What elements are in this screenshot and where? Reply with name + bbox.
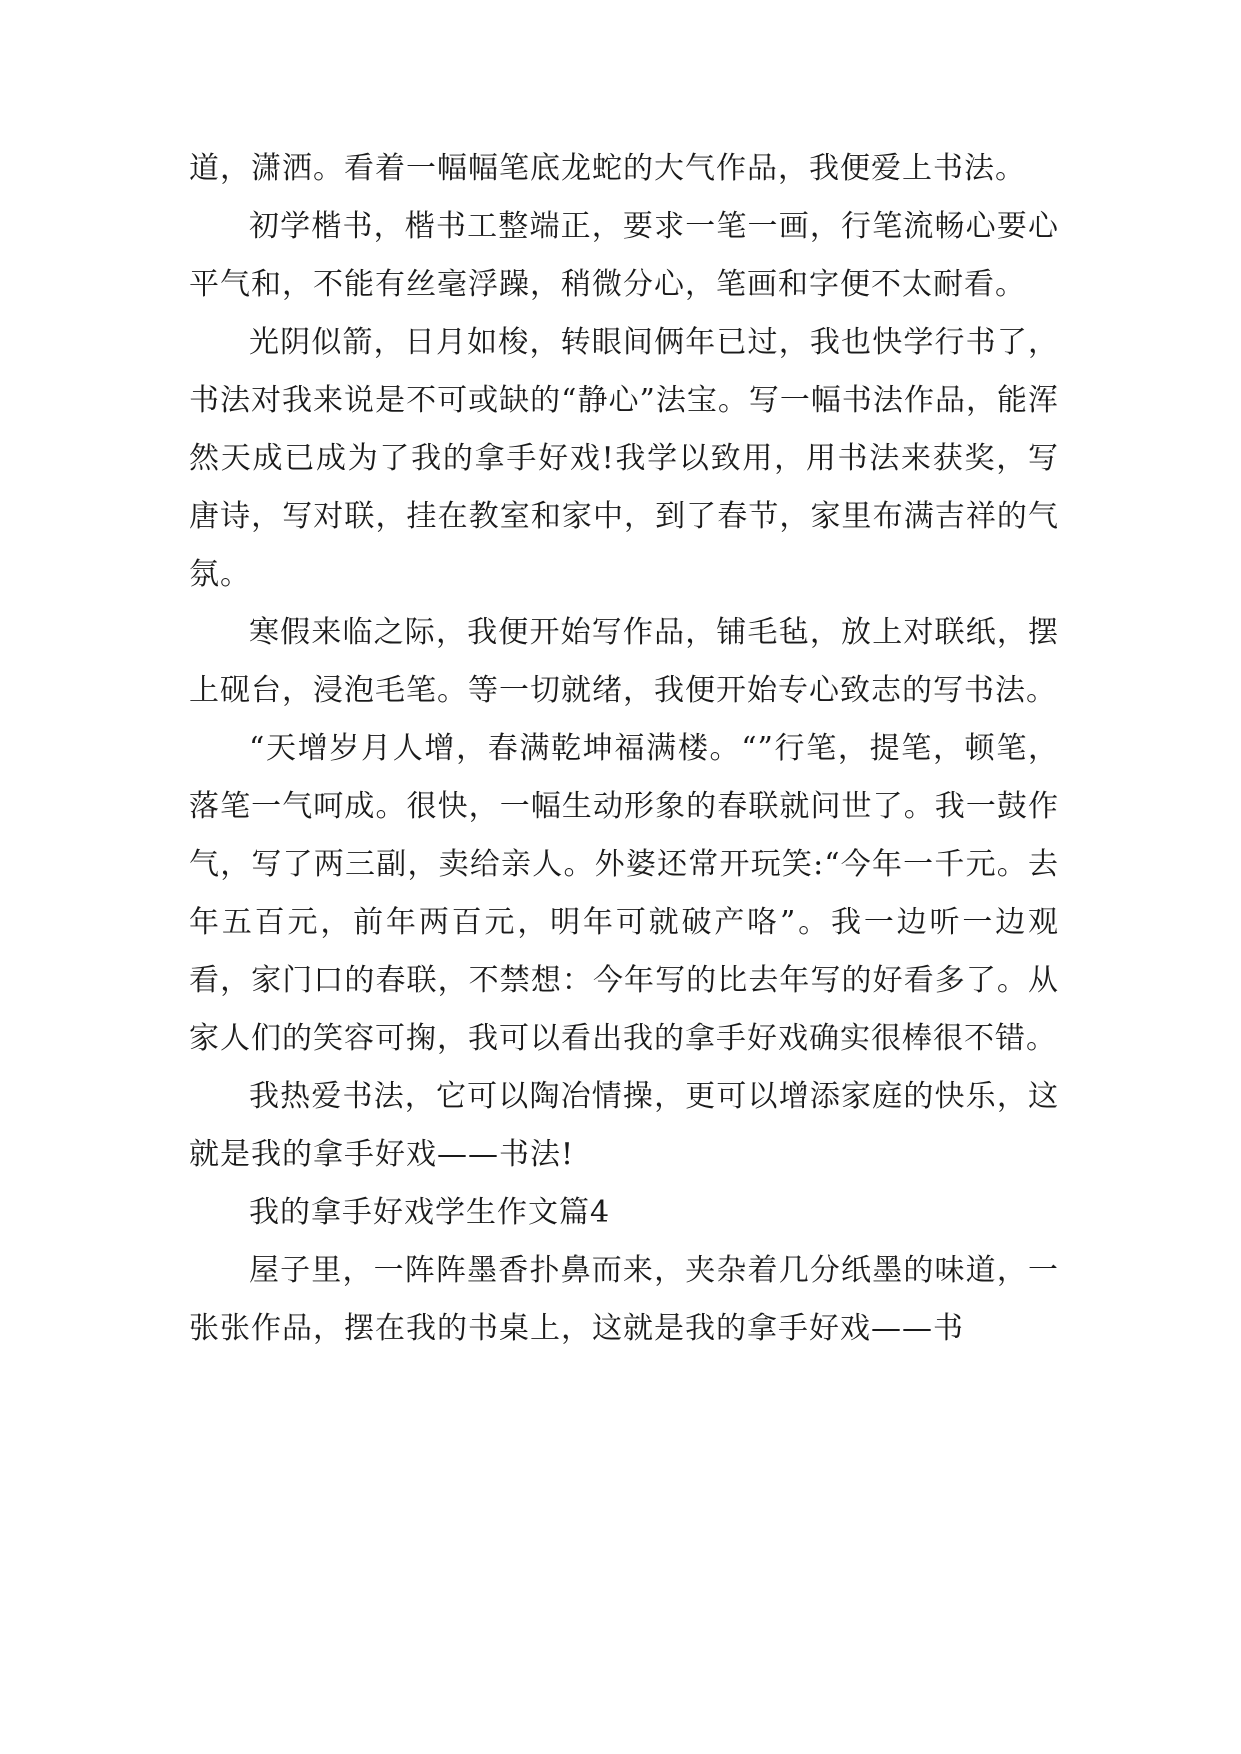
paragraph: 道，潇洒。看着一幅幅笔底龙蛇的大气作品，我便爱上书法。 — [189, 151, 1026, 186]
paragraph: “天增岁月人增，春满乾坤福满楼。“”行笔，提笔，顿笔，落笔一气呵成。很快，一幅生动形象的春联就问世了。我一鼓作气，写了两三副，卖给亲人。外婆还常开玩笑:“今年一千元。去年五百元，前年两百元，明年可就破产咯”。我一边听一边观看，家门口的春联，不禁想：今年写的比去年写的好看多了。从家人们的笑容可掬，我可以看出我的拿手好戏确实很棒很不错。 — [189, 731, 1059, 1056]
paragraph: 初学楷书，楷书工整端正，要求一笔一画，行笔流畅心要心平气和，不能有丝毫浮躁，稍微分心，笔画和字便不太耐看。 — [189, 209, 1059, 302]
paragraph: 屋子里，一阵阵墨香扑鼻而来，夹杂着几分纸墨的味道，一张张作品，摆在我的书桌上，这就是我的拿手好戏——书 — [189, 1253, 1059, 1346]
section-heading: 我的拿手好戏学生作文篇4 — [249, 1195, 611, 1230]
paragraph: 我热爱书法，它可以陶冶情操，更可以增添家庭的快乐，这就是我的拿手好戏——书法! — [189, 1079, 1059, 1172]
document-page — [189, 140, 1059, 1358]
paragraph: 光阴似箭，日月如梭，转眼间俩年已过，我也快学行书了，书法对我来说是不可或缺的“静心”法宝。写一幅书法作品，能浑然天成已成为了我的拿手好戏!我学以致用，用书法来获奖，写唐诗，写对联，挂在教室和家中，到了春节，家里布满吉祥的气氛。 — [189, 325, 1059, 592]
paragraph: 寒假来临之际，我便开始写作品，铺毛毡，放上对联纸，摆上砚台，浸泡毛笔。等一切就绪，我便开始专心致志的写书法。 — [189, 615, 1059, 708]
